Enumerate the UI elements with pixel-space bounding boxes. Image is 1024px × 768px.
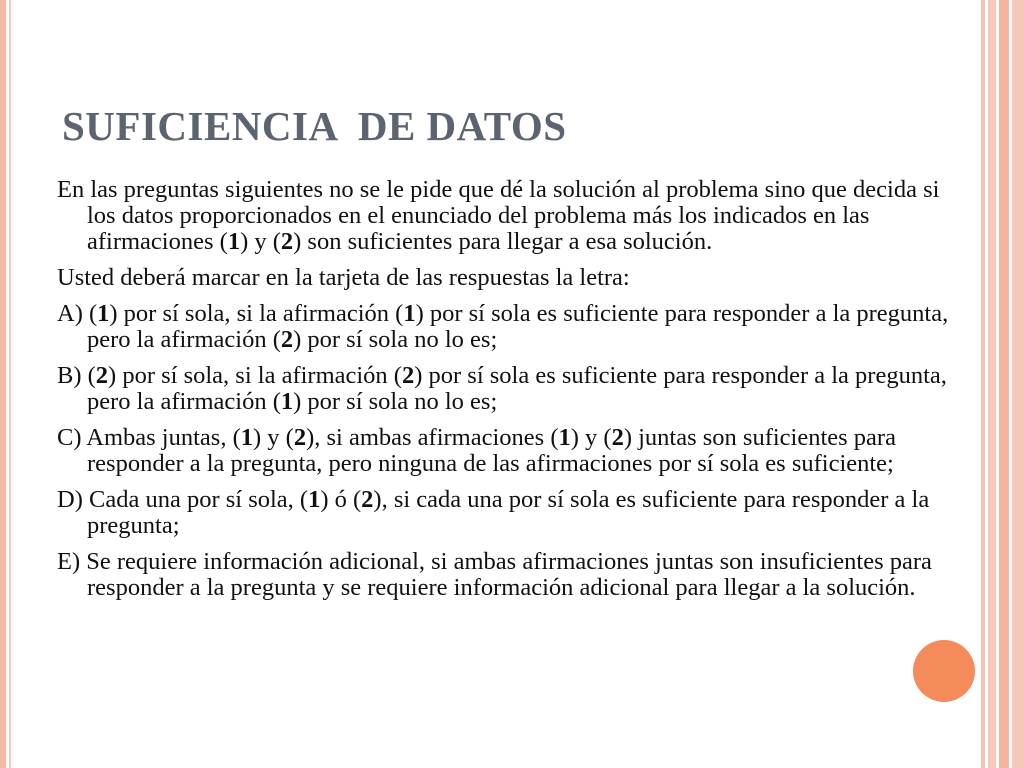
option-c: C) Ambas juntas, (1) y (2), si ambas afirmaciones (1) y (2) juntas son suficientes para responder a la pregunta, pero ninguna de las afirmaciones por sí sola es suficiente;	[57, 424, 896, 477]
option-b: B) (2) por sí sola, si la afirmación (2) por sí sola es suficiente para responder a la pregunta, pero la afirmación (1) por sí sola no lo es;	[57, 362, 947, 415]
left-border-stripe	[0, 0, 6, 768]
right-border-stripe-3	[999, 0, 1009, 768]
right-border-stripe-2	[988, 0, 996, 768]
option-d: D) Cada una por sí sola, (1) ó (2), si cada una por sí sola es suficiente para responder a la pregunta;	[57, 486, 930, 539]
intro-paragraph: En las preguntas siguientes no se le pide que dé la solución al problema sino que decida si los datos proporcionados en el enunciado del problema más los indicados en las afirmaciones (1) y (2) son suficientes para llegar a esa solución.	[57, 176, 940, 255]
slide-body	[57, 177, 962, 611]
option-a: A) (1) por sí sola, si la afirmación (1) por sí sola es suficiente para responder a la pregunta, pero la afirmación (2) por sí sola no lo es;	[57, 300, 949, 353]
slide-title: SUFICIENCIA DE DATOS	[62, 103, 567, 149]
right-border-stripe-4	[1012, 0, 1024, 768]
instruction-paragraph: Usted deberá marcar en la tarjeta de las respuestas la letra:	[57, 264, 630, 291]
right-border-stripe-1	[981, 0, 985, 768]
left-border-stripe-thin	[9, 0, 11, 768]
option-e: E) Se requiere información adicional, si ambas afirmaciones juntas son insuficientes para responder a la pregunta y se requiere información adicional para llegar a la solución.	[57, 548, 932, 601]
decorative-orange-dot	[913, 640, 975, 702]
